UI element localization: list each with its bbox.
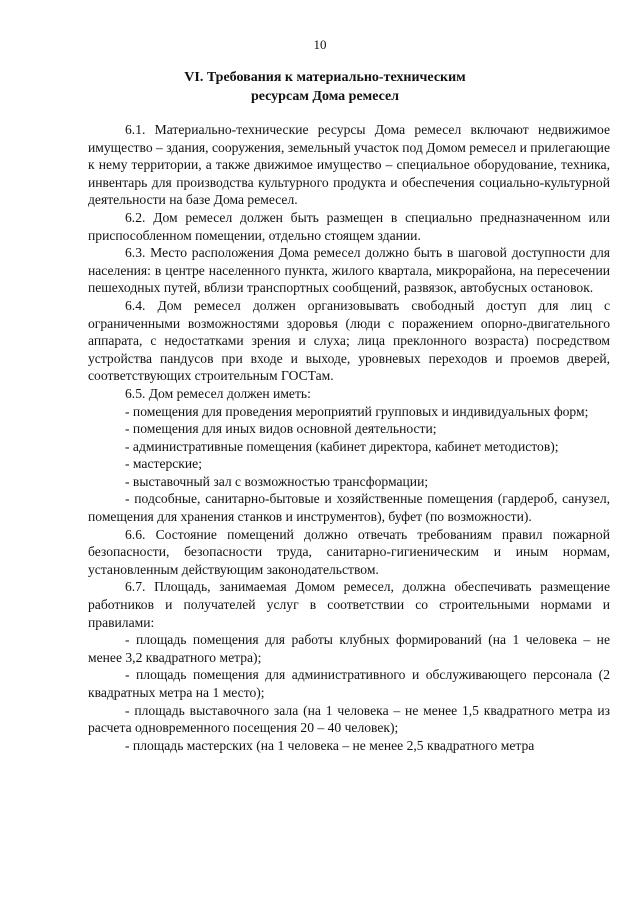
- list-item: - помещения для проведения мероприятий групповых и индивидуальных форм;: [125, 403, 589, 419]
- list-item: - площадь помещения для административного и обслуживающего персонала (2 квадратных метра на 1 место);: [88, 667, 610, 700]
- list-item: - площадь выставочного зала (на 1 человека – не менее 1,5 квадратного метра из расчета одновременного посещения 20 – 40 человек);: [88, 702, 610, 736]
- page-number: 10: [313, 37, 327, 52]
- paragraph-6-7: 6.7. Площадь, занимаемая Домом ремесел, должна обеспечивать размещение работников и получателей услуг в соответствии со строительными нормами и правилами:: [88, 579, 610, 630]
- paragraph-6-3: 6.3. Место расположения Дома ремесел должно быть в шаговой доступности для населения: в центре населенного пункта, жилого квартала, микрорайона, на пересечении пешеходных путей, вблизи транспортных сообщений, развязок, автобусных остановок.: [88, 245, 610, 296]
- section-title-line-2: ресурсам Дома ремесел: [250, 89, 400, 104]
- list-item: - мастерские;: [125, 456, 202, 472]
- paragraph-6-1: 6.1. Материально-технические ресурсы Дома ремесел включают недвижимое имущество – здания, сооружения, земельный участок под Домом ремесел и прилегающие к нему территории, а также движимое имущество – специальное оборудование, техника, инвентарь для производства культурного продукта и обеспечения социально-культурной деятельности на базе Дома ремесел.: [88, 122, 610, 208]
- document-body: [88, 121, 610, 754]
- list-item: - площадь помещения для работы клубных формирований (на 1 человека – не менее 3,2 квадратного метра);: [88, 632, 610, 665]
- area-norms-list: [88, 631, 610, 754]
- paragraph-6-4: 6.4. Дом ремесел должен организовывать свободный доступ для лиц с ограниченными возможностями здоровья (люди с поражением опорно-двигательного аппарата, с недостатками зрения и слуха; лица преклонного возраста) посредством устройства пандусов при входе и выходе, уровневых переходов и проемов дверей, соответствующих строительным ГОСТам.: [88, 297, 610, 384]
- list-item: - помещения для иных видов основной деятельности;: [125, 421, 437, 437]
- section-title-line-1: VI. Требования к материально-техническим: [184, 70, 466, 85]
- list-item: - административные помещения (кабинет директора, кабинет методистов);: [125, 438, 559, 454]
- premises-list: [88, 403, 610, 526]
- list-item: - подсобные, санитарно-бытовые и хозяйственные помещения (гардероб, санузел, помещения для хранения станков и инструментов), буфет (по возможности).: [88, 491, 610, 525]
- paragraph-6-6: 6.6. Состояние помещений должно отвечать требованиям правил пожарной безопасности, безопасности труда, санитарно-гигиеническим и иным нормам, установленным действующим законодательством.: [88, 526, 610, 577]
- list-item: - выставочный зал с возможностью трансформации;: [125, 473, 429, 489]
- list-item: - площадь мастерских (на 1 человека – не менее 2,5 квадратного метра: [125, 737, 535, 753]
- paragraph-6-5: 6.5. Дом ремесел должен иметь:: [125, 385, 311, 401]
- section-title: [80, 68, 570, 106]
- paragraph-6-2: 6.2. Дом ремесел должен быть размещен в специально предназначенном или приспособленном помещении, отдельно стоящем здании.: [88, 209, 610, 243]
